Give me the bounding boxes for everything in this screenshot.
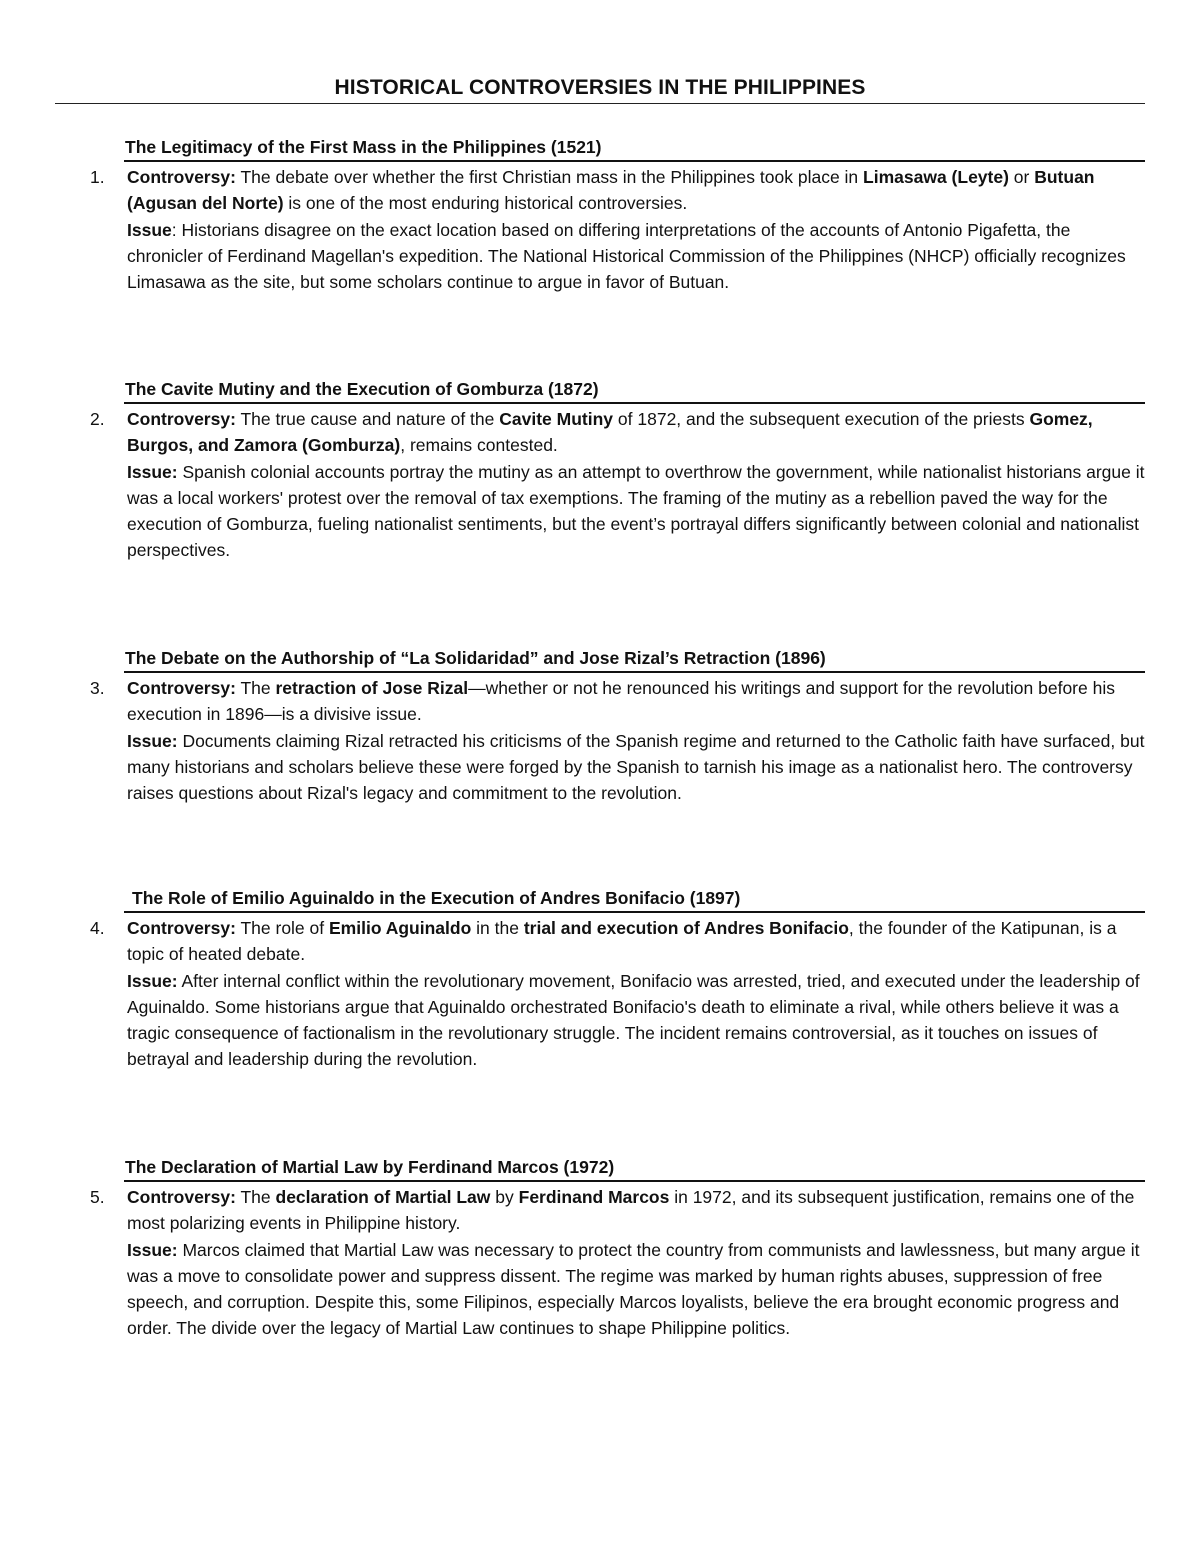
issue-label: Issue: bbox=[127, 1239, 178, 1260]
text-run: or bbox=[1008, 167, 1035, 187]
issue-label: Issue: bbox=[127, 730, 178, 751]
issue-paragraph bbox=[127, 459, 1147, 564]
controversy-label: Controversy: bbox=[127, 918, 236, 938]
issue-text: Spanish colonial accounts portray the mutiny as an attempt to overthrow the government, while nationalist historians argue it was a local workers' protest over the removal of tax exemptions. The framing of the mutiny as a rebellion paved the way for the execution of Gomburza, fueling nationalist sentiments, but the event’s portrayal differs significantly between colonial and nationalist perspectives. bbox=[127, 461, 1145, 561]
text-run: The bbox=[235, 1187, 276, 1207]
text-run: —whether or not he renounced his writings and support for the revolution before his execution in 1896—is a divisive issue. bbox=[127, 678, 1115, 725]
title-divider bbox=[55, 103, 1145, 104]
text-run: The role of bbox=[235, 918, 329, 938]
issue-label: Issue bbox=[127, 219, 172, 240]
controversy-label: Controversy: bbox=[127, 678, 236, 698]
item-body bbox=[127, 406, 1147, 564]
section-heading: The Legitimacy of the First Mass in the Philippines (1521) bbox=[125, 137, 602, 157]
section-divider bbox=[124, 160, 1145, 162]
bold-run: trial and execution of Andres Bonifacio bbox=[523, 918, 849, 938]
section-divider bbox=[124, 911, 1145, 913]
item-number: 2. bbox=[90, 409, 105, 429]
text-run: The bbox=[235, 678, 276, 698]
issue-paragraph bbox=[127, 968, 1147, 1073]
controversy-paragraph bbox=[127, 164, 1147, 217]
text-run: The debate over whether the first Christian mass in the Philippines took place in bbox=[235, 167, 864, 187]
controversy-paragraph bbox=[127, 406, 1147, 459]
issue-paragraph bbox=[127, 217, 1147, 296]
section-divider bbox=[124, 402, 1145, 404]
issue-label: Issue: bbox=[127, 461, 178, 482]
item-number: 1. bbox=[90, 167, 105, 187]
text-run: in 1972, and its subsequent justification, remains one of the most polarizing events in Philippine history. bbox=[127, 1187, 1135, 1234]
text-run: is one of the most enduring historical controversies. bbox=[283, 193, 688, 214]
bold-run: Emilio Aguinaldo bbox=[329, 918, 472, 938]
text-run: in the bbox=[471, 918, 524, 938]
issue-text: Marcos claimed that Martial Law was necessary to protect the country from communists and lawlessness, but many argue it was a move to consolidate power and suppress dissent. The regime was marked by human rights abuses, suppression of free speech, and corruption. Despite this, some Filipinos, especially Marcos loyalists, believe the era brought economic progress and order. The divide over the legacy of Martial Law continues to shape Philippine politics. bbox=[127, 1239, 1140, 1339]
text-run: of 1872, and the subsequent execution of the priests bbox=[613, 409, 1030, 429]
issue-text: Documents claiming Rizal retracted his criticisms of the Spanish regime and returned to the Catholic faith have surfaced, but many historians and scholars believe these were forged by the Spanish to tarnish his image as a nationalist hero. The controversy raises questions about Rizal's legacy and commitment to the revolution. bbox=[127, 730, 1145, 804]
controversy-paragraph bbox=[127, 675, 1147, 728]
item-number: 4. bbox=[90, 918, 105, 938]
item-body bbox=[127, 675, 1147, 806]
bold-run: Ferdinand Marcos bbox=[518, 1187, 670, 1207]
controversy-paragraph bbox=[127, 1184, 1147, 1237]
controversy-paragraph bbox=[127, 915, 1147, 968]
issue-paragraph bbox=[127, 1237, 1147, 1342]
item-number: 5. bbox=[90, 1187, 105, 1207]
text-run: by bbox=[490, 1187, 519, 1207]
item-body bbox=[127, 1184, 1147, 1342]
text-run: The true cause and nature of the bbox=[235, 409, 500, 429]
issue-paragraph bbox=[127, 728, 1147, 807]
item-number: 3. bbox=[90, 678, 105, 698]
text-run: , the founder of the Katipunan, is a topic of heated debate. bbox=[127, 918, 1117, 965]
section-heading: The Declaration of Martial Law by Ferdinand Marcos (1972) bbox=[125, 1157, 615, 1177]
section-heading: The Role of Emilio Aguinaldo in the Execution of Andres Bonifacio (1897) bbox=[132, 888, 741, 908]
bold-run: declaration of Martial Law bbox=[275, 1187, 491, 1207]
issue-text: : Historians disagree on the exact location based on differing interpretations of the accounts of Antonio Pigafetta, the chronicler of Ferdinand Magellan's expedition. The National Historical Commission of the Philippines (NHCP) officially recognizes Limasawa as the site, but some scholars continue to argue in favor of Butuan. bbox=[127, 219, 1126, 293]
bold-run: Gomez, Burgos, and Zamora (Gomburza) bbox=[127, 409, 1093, 456]
bold-run: retraction of Jose Rizal bbox=[275, 678, 469, 698]
item-body bbox=[127, 915, 1147, 1073]
bold-run: Cavite Mutiny bbox=[499, 409, 614, 429]
issue-text: After internal conflict within the revolutionary movement, Bonifacio was arrested, tried, and executed under the leadership of Aguinaldo. Some historians argue that Aguinaldo orchestrated Bonifacio's death to eliminate a rival, while others believe it was a tragic consequence of factionalism in the revolutionary struggle. The incident remains controversial, as it touches on issues of betrayal and leadership during the revolution. bbox=[127, 970, 1140, 1070]
text-run: , remains contested. bbox=[400, 435, 558, 456]
controversy-label: Controversy: bbox=[127, 409, 236, 429]
bold-run: Limasawa (Leyte) bbox=[863, 167, 1009, 187]
section-heading: The Cavite Mutiny and the Execution of Gomburza (1872) bbox=[125, 379, 599, 399]
bold-run: Butuan (Agusan del Norte) bbox=[127, 167, 1095, 214]
controversy-label: Controversy: bbox=[127, 1187, 236, 1207]
issue-label: Issue: bbox=[127, 970, 178, 991]
controversy-label: Controversy: bbox=[127, 167, 236, 187]
section-divider bbox=[124, 1180, 1145, 1182]
document-title: HISTORICAL CONTROVERSIES IN THE PHILIPPINES bbox=[334, 76, 866, 99]
section-divider bbox=[124, 671, 1145, 673]
item-body bbox=[127, 164, 1147, 295]
section-heading: The Debate on the Authorship of “La Solidaridad” and Jose Rizal’s Retraction (1896) bbox=[125, 648, 826, 668]
